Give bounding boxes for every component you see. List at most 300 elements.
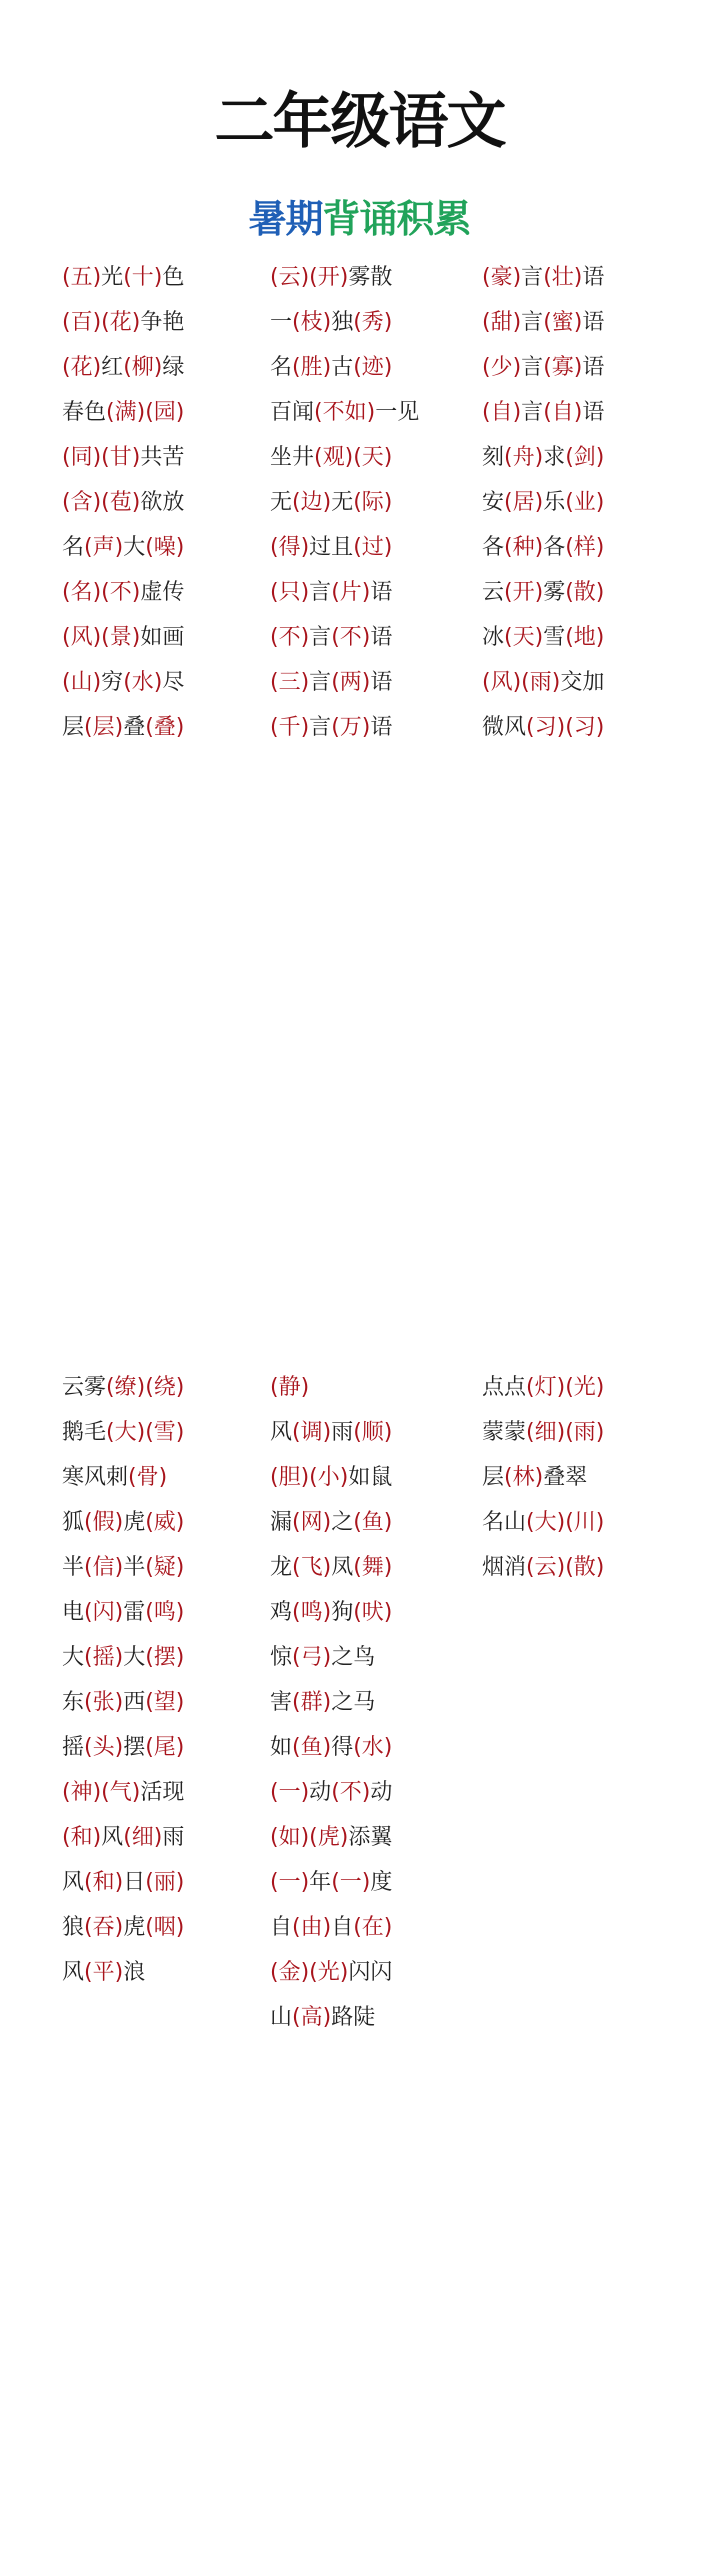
idiom-item [482,480,662,525]
blank-answer: (满) [106,400,146,425]
blank-answer: (摇) [84,1645,124,1670]
idiom-item [270,390,450,435]
idiom-item [270,1365,450,1410]
blank-answer: (一) [270,1870,310,1895]
blank-answer: (如) [270,1825,310,1850]
blank-answer: (百) [62,310,102,335]
idiom-text: 大 [123,535,146,560]
blank-answer: (胜) [292,355,332,380]
blank-answer: (甘) [101,445,141,470]
idiom-item [62,1815,242,1860]
blank-answer: (景) [101,625,141,650]
blank-answer: (威) [145,1510,185,1535]
idiom-text: 如鼠 [348,1465,393,1490]
idiom-item [270,345,450,390]
idiom-text: 言 [309,625,332,650]
blank-answer: (尾) [145,1735,185,1760]
blank-answer: (只) [270,580,310,605]
blank-answer: (光) [309,1960,349,1985]
idiom-item [270,1410,450,1455]
blank-answer: (同) [62,445,102,470]
idiom-text: 日 [123,1870,146,1895]
idiom-text: 光 [101,265,124,290]
idiom-column [270,1365,450,2040]
idiom-text: 无 [270,490,293,515]
blank-answer: (大) [526,1510,566,1535]
blank-answer: (雨) [565,1420,605,1445]
idiom-text: 动 [309,1780,332,1805]
idiom-item [62,255,242,300]
blank-answer: (居) [504,490,544,515]
blank-answer: (咽) [145,1915,185,1940]
blank-answer: (园) [145,400,185,425]
subtitle-part2: 背诵积累 [322,197,471,241]
blank-answer: (千) [270,715,310,740]
blank-answer: (鸣) [292,1600,332,1625]
idiom-text: 路陡 [331,2005,376,2030]
idiom-item [62,660,242,705]
idiom-item [62,1410,242,1455]
idiom-item [270,1635,450,1680]
blank-answer: (顺) [353,1420,393,1445]
blank-answer: (水) [123,670,163,695]
blank-answer: (细) [123,1825,163,1850]
blank-answer: (和) [62,1825,102,1850]
idiom-text: 闪闪 [348,1960,393,1985]
idiom-text: 言 [521,265,544,290]
idiom-item [270,1590,450,1635]
blank-answer: (不如) [314,400,376,425]
idiom-text: 大 [62,1645,85,1670]
idiom-text: 西 [123,1690,146,1715]
idiom-item [62,1725,242,1770]
blank-answer: (秀) [353,310,393,335]
idiom-text: 共苦 [140,445,185,470]
idiom-column [482,1365,662,1590]
blank-answer: (声) [84,535,124,560]
idiom-text: 红 [101,355,124,380]
idiom-text: 过且 [309,535,354,560]
blank-answer: (花) [62,355,102,380]
blank-answer: (不) [331,1780,371,1805]
blank-answer: (鸣) [145,1600,185,1625]
blank-answer: (金) [270,1960,310,1985]
idiom-item [62,1455,242,1500]
idiom-text: 大 [123,1645,146,1670]
idiom-item [62,1950,242,1995]
blank-answer: (吠) [353,1600,393,1625]
idiom-item [270,255,450,300]
idiom-text: 叠 [123,715,146,740]
blank-answer: (灯) [526,1375,566,1400]
blank-answer: (一) [270,1780,310,1805]
blank-answer: (两) [331,670,371,695]
idiom-item [270,1545,450,1590]
blank-answer: (散) [565,580,605,605]
idiom-item [62,615,242,660]
blank-answer: (名) [62,580,102,605]
blank-answer: (鱼) [292,1735,332,1760]
idiom-text: 度 [370,1870,393,1895]
idiom-item [270,1950,450,1995]
idiom-text: 欲放 [140,490,185,515]
idiom-text: 年 [309,1870,332,1895]
idiom-text: 各 [482,535,505,560]
idiom-text: 凤 [331,1555,354,1580]
blank-answer: (丽) [145,1870,185,1895]
idiom-column [62,255,242,750]
idiom-text: 名山 [482,1510,527,1535]
idiom-text: 漏 [270,1510,293,1535]
idiom-text: 独 [331,310,354,335]
blank-answer: (际) [353,490,393,515]
blank-answer: (片) [331,580,371,605]
blank-answer: (鱼) [353,1510,393,1535]
idiom-text: 点点 [482,1375,527,1400]
idiom-text: 狐 [62,1510,85,1535]
idiom-item [62,570,242,615]
idiom-item [62,435,242,480]
idiom-text: 动 [370,1780,393,1805]
idiom-text: 雷 [123,1600,146,1625]
idiom-item [482,1365,662,1410]
blank-answer: (网) [292,1510,332,1535]
idiom-item [62,1860,242,1905]
page-title: 二年级语文 [214,87,505,157]
blank-answer: (地) [565,625,605,650]
idiom-item [270,525,450,570]
blank-answer: (闪) [84,1600,124,1625]
idiom-text: 春色 [62,400,107,425]
idiom-item [482,345,662,390]
blank-answer: (剑) [565,445,605,470]
blank-answer: (自) [543,400,583,425]
idiom-text: 自 [331,1915,354,1940]
idiom-text: 绿 [162,355,185,380]
idiom-text: 鹅毛 [62,1420,107,1445]
idiom-column [482,255,662,750]
idiom-text: 言 [521,310,544,335]
idiom-text: 语 [370,625,393,650]
blank-answer: (吞) [84,1915,124,1940]
idiom-text: 风 [62,1960,85,1985]
idiom-item [62,390,242,435]
idiom-text: 微风 [482,715,527,740]
blank-answer: (蜜) [543,310,583,335]
blank-answer: (习) [526,715,566,740]
idiom-text: 之马 [331,1690,376,1715]
idiom-item [270,1455,450,1500]
blank-answer: (一) [331,1870,371,1895]
blank-answer: (叠) [145,715,185,740]
idiom-item [62,480,242,525]
idiom-text: 一 [270,310,293,335]
blank-answer: (天) [353,445,393,470]
blank-answer: (迹) [353,355,393,380]
idiom-text: 语 [582,310,605,335]
blank-answer: (山) [62,670,102,695]
blank-answer: (飞) [292,1555,332,1580]
blank-answer: (群) [292,1690,332,1715]
idiom-item [482,525,662,570]
idiom-text: 色 [162,265,185,290]
blank-answer: (过) [353,535,393,560]
idiom-item [270,435,450,480]
idiom-text: 安 [482,490,505,515]
blank-answer: (高) [292,2005,332,2030]
idiom-text: 争艳 [140,310,185,335]
idiom-item [482,660,662,705]
idiom-text: 坐井 [270,445,315,470]
idiom-text: 半 [123,1555,146,1580]
blank-answer: (虎) [309,1825,349,1850]
idiom-item [270,1995,450,2040]
blank-answer: (柳) [123,355,163,380]
idiom-text: 言 [309,580,332,605]
blank-answer: (舞) [353,1555,393,1580]
blank-answer: (种) [504,535,544,560]
blank-answer: (噪) [145,535,185,560]
idiom-item [62,1680,242,1725]
idiom-item [62,1545,242,1590]
idiom-text: 无 [331,490,354,515]
idiom-item [270,1680,450,1725]
blank-answer: (静) [270,1375,310,1400]
idiom-text: 雨 [162,1825,185,1850]
blank-answer: (开) [504,580,544,605]
idiom-text: 层 [482,1465,505,1490]
idiom-text: 鸡 [270,1600,293,1625]
idiom-text: 一见 [375,400,420,425]
idiom-text: 叠翠 [543,1465,588,1490]
blank-answer: (层) [84,715,124,740]
idiom-item [270,1860,450,1905]
idiom-item [62,1500,242,1545]
blank-answer: (含) [62,490,102,515]
blank-answer: (少) [482,355,522,380]
blank-answer: (和) [84,1870,124,1895]
idiom-text: 冰 [482,625,505,650]
idiom-text: 刻 [482,445,505,470]
blank-answer: (胆) [270,1465,310,1490]
idiom-text: 雾 [543,580,566,605]
idiom-text: 害 [270,1690,293,1715]
idiom-text: 狼 [62,1915,85,1940]
idiom-item [270,705,450,750]
blank-answer: (雨) [521,670,561,695]
blank-answer: (小) [309,1465,349,1490]
idiom-item [482,615,662,660]
idiom-text: 得 [331,1735,354,1760]
blank-answer: (弓) [292,1645,332,1670]
idiom-text: 名 [270,355,293,380]
idiom-text: 摇 [62,1735,85,1760]
idiom-text: 云雾 [62,1375,107,1400]
idiom-text: 交加 [560,670,605,695]
idiom-text: 龙 [270,1555,293,1580]
idiom-text: 风 [62,1870,85,1895]
idiom-item [482,570,662,615]
blank-answer: (不) [331,625,371,650]
blank-answer: (在) [353,1915,393,1940]
idiom-column [270,255,450,750]
blank-answer: (枝) [292,310,332,335]
idiom-text: 烟消 [482,1555,527,1580]
idiom-item [270,1500,450,1545]
idiom-item [482,1500,662,1545]
idiom-item [482,1545,662,1590]
idiom-item [270,1725,450,1770]
idiom-text: 电 [62,1600,85,1625]
idiom-text: 语 [582,400,605,425]
idiom-text: 雨 [331,1420,354,1445]
blank-answer: (天) [504,625,544,650]
idiom-text: 各 [543,535,566,560]
blank-answer: (张) [84,1690,124,1715]
idiom-item [62,1770,242,1815]
idiom-item [62,300,242,345]
idiom-text: 尽 [162,670,185,695]
blank-answer: (不) [101,580,141,605]
blank-answer: (风) [62,625,102,650]
blank-answer: (边) [292,490,332,515]
idiom-item [270,480,450,525]
blank-answer: (疑) [145,1555,185,1580]
blank-answer: (习) [565,715,605,740]
blank-answer: (舟) [504,445,544,470]
idiom-item [482,390,662,435]
blank-answer: (信) [84,1555,124,1580]
idiom-item [270,300,450,345]
idiom-text: 半 [62,1555,85,1580]
blank-answer: (十) [123,265,163,290]
idiom-item [270,660,450,705]
idiom-text: 名 [62,535,85,560]
idiom-text: 自 [270,1915,293,1940]
blank-answer: (寡) [543,355,583,380]
idiom-item [270,1905,450,1950]
idiom-text: 求 [543,445,566,470]
idiom-text: 蒙蒙 [482,1420,527,1445]
idiom-text: 雾散 [348,265,393,290]
idiom-text: 乐 [543,490,566,515]
idiom-item [482,300,662,345]
idiom-text: 风 [101,1825,124,1850]
idiom-text: 山 [270,2005,293,2030]
idiom-text: 虎 [123,1510,146,1535]
blank-answer: (神) [62,1780,102,1805]
blank-answer: (绕) [145,1375,185,1400]
blank-answer: (骨) [128,1465,168,1490]
idiom-text: 寒风刺 [62,1465,129,1490]
idiom-text: 语 [582,355,605,380]
idiom-text: 语 [370,580,393,605]
idiom-text: 摆 [123,1735,146,1760]
blank-answer: (由) [292,1915,332,1940]
blank-answer: (光) [565,1375,605,1400]
idiom-text: 言 [309,715,332,740]
idiom-text: 活现 [140,1780,185,1805]
idiom-item [62,525,242,570]
idiom-text: 之鸟 [331,1645,376,1670]
blank-answer: (风) [482,670,522,695]
idiom-item [62,345,242,390]
idiom-text: 狗 [331,1600,354,1625]
blank-answer: (林) [504,1465,544,1490]
idiom-text: 浪 [123,1960,146,1985]
idiom-item [270,615,450,660]
idiom-text: 言 [521,400,544,425]
idiom-text: 百闻 [270,400,315,425]
blank-answer: (头) [84,1735,124,1760]
idiom-item [62,1635,242,1680]
blank-answer: (样) [565,535,605,560]
idiom-item [270,1770,450,1815]
idiom-text: 虎 [123,1915,146,1940]
idiom-item [270,1815,450,1860]
blank-answer: (平) [84,1960,124,1985]
idiom-text: 雪 [543,625,566,650]
idiom-item [62,1590,242,1635]
blank-answer: (豪) [482,265,522,290]
idiom-text: 言 [309,670,332,695]
idiom-text: 风 [270,1420,293,1445]
idiom-text: 穷 [101,670,124,695]
blank-answer: (假) [84,1510,124,1535]
idiom-item [482,1410,662,1455]
blank-answer: (得) [270,535,310,560]
blank-answer: (调) [292,1420,332,1445]
blank-answer: (望) [145,1690,185,1715]
blank-answer: (水) [353,1735,393,1760]
blank-answer: (川) [565,1510,605,1535]
page-subtitle [0,197,719,241]
blank-answer: (缭) [106,1375,146,1400]
blank-answer: (雪) [145,1420,185,1445]
idiom-item [482,705,662,750]
blank-answer: (开) [309,265,349,290]
blank-answer: (云) [526,1555,566,1580]
blank-answer: (苞) [101,490,141,515]
blank-answer: (云) [270,265,310,290]
blank-answer: (万) [331,715,371,740]
blank-answer: (散) [565,1555,605,1580]
idiom-item [62,1365,242,1410]
idiom-text: 添翼 [348,1825,393,1850]
idiom-item [482,1455,662,1500]
idiom-item [62,1905,242,1950]
blank-answer: (不) [270,625,310,650]
idiom-text: 语 [370,715,393,740]
subtitle-part1: 暑期 [248,197,323,241]
blank-answer: (五) [62,265,102,290]
idiom-text: 古 [331,355,354,380]
idiom-item [62,705,242,750]
blank-answer: (观) [314,445,354,470]
idiom-item [482,255,662,300]
idiom-text: 语 [370,670,393,695]
blank-answer: (细) [526,1420,566,1445]
idiom-text: 言 [521,355,544,380]
idiom-text: 云 [482,580,505,605]
idiom-text: 语 [582,265,605,290]
idiom-text: 虚传 [140,580,185,605]
blank-answer: (甜) [482,310,522,335]
idiom-text: 惊 [270,1645,293,1670]
blank-answer: (业) [565,490,605,515]
blank-answer: (三) [270,670,310,695]
idiom-text: 东 [62,1690,85,1715]
